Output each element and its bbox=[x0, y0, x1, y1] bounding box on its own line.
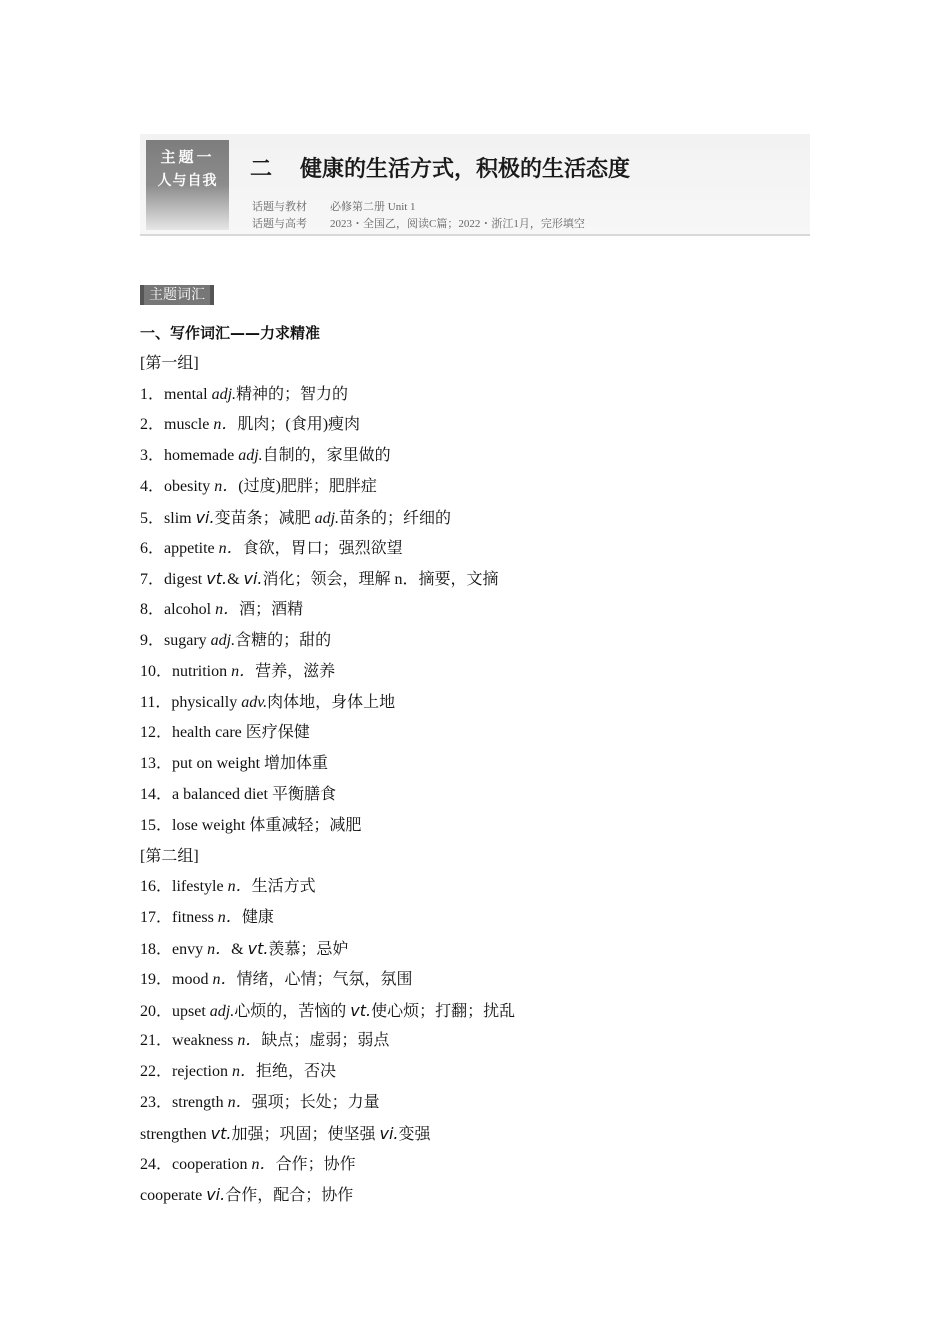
item-word: cooperate bbox=[140, 1187, 207, 1205]
theme-badge-line1: 主题一 bbox=[160, 148, 215, 166]
vocab-item bbox=[140, 595, 820, 626]
item-meaning: 变苗条；减肥 bbox=[214, 509, 315, 527]
item-word: digest bbox=[164, 571, 207, 589]
vocab-item bbox=[140, 441, 820, 472]
item-meaning: & bbox=[227, 571, 244, 589]
vocab-item bbox=[140, 472, 820, 503]
item-number: 3． bbox=[140, 447, 165, 465]
item-pos: n． bbox=[212, 970, 237, 988]
item-pos: adj. bbox=[238, 447, 263, 465]
item-pos: vi. bbox=[379, 1123, 399, 1143]
vocab-item bbox=[140, 718, 820, 749]
info-value: 2023・全国乙，阅读C篇；2022・浙江1月，完形填空 bbox=[330, 218, 585, 230]
vocab-heading: 一、写作词汇——力求精准 bbox=[140, 324, 321, 342]
item-number: 15． bbox=[140, 816, 173, 834]
vocab-item bbox=[140, 903, 820, 934]
item-pos: adj. bbox=[209, 1002, 235, 1020]
item-meaning: 肌肉；(食用)瘦肉 bbox=[237, 416, 361, 434]
item-number: 22． bbox=[140, 1063, 173, 1081]
vocab-item bbox=[140, 1088, 820, 1119]
item-pos: adj. bbox=[314, 509, 340, 527]
item-meaning: (过度)肥胖；肥胖症 bbox=[238, 477, 377, 495]
item-word: cooperation bbox=[172, 1155, 252, 1173]
item-word: appetite bbox=[164, 539, 219, 557]
item-number: 11． bbox=[140, 693, 172, 711]
item-word: fitness bbox=[172, 909, 218, 927]
vocab-item bbox=[140, 380, 820, 411]
item-meaning: 强项；长处；力量 bbox=[251, 1093, 380, 1111]
item-meaning: 平衡膳食 bbox=[271, 785, 336, 803]
item-meaning: 食欲，胃口；强烈欲望 bbox=[242, 539, 403, 557]
vocab-item bbox=[140, 996, 820, 1027]
vocab-item bbox=[140, 1057, 820, 1088]
item-meaning: 酒；酒精 bbox=[239, 601, 304, 619]
item-word: muscle bbox=[164, 416, 214, 434]
item-meaning: 增加体重 bbox=[264, 755, 329, 773]
vocab-item bbox=[140, 534, 820, 565]
info-key: 话题与高考 bbox=[252, 218, 307, 230]
item-number: 4． bbox=[140, 477, 165, 495]
item-number: 16． bbox=[140, 878, 173, 896]
item-word: upset bbox=[172, 1002, 210, 1020]
item-meaning: 精神的；智力的 bbox=[236, 385, 349, 403]
item-pos: vt. bbox=[206, 569, 228, 589]
vocab-item bbox=[140, 503, 820, 534]
item-word: weakness bbox=[172, 1032, 238, 1050]
item-number: 12． bbox=[140, 724, 173, 742]
info-key: 话题与教材 bbox=[252, 201, 307, 213]
item-meaning: 合作，配合；协作 bbox=[225, 1187, 354, 1205]
item-number: 7． bbox=[140, 571, 165, 589]
item-word: a balanced diet bbox=[172, 785, 272, 803]
info-value: 必修第二册 Unit 1 bbox=[330, 201, 416, 213]
item-pos: n． bbox=[231, 662, 256, 680]
vocab-item bbox=[140, 811, 820, 842]
item-pos: n． bbox=[215, 601, 240, 619]
vocab-item bbox=[140, 410, 820, 441]
info-row-textbook bbox=[252, 198, 416, 214]
item-pos: n． bbox=[218, 539, 243, 557]
item-meaning: 肉体地，身体上地 bbox=[267, 693, 396, 711]
item-number: 23． bbox=[140, 1093, 173, 1111]
item-word: sugary bbox=[164, 631, 211, 649]
item-pos: n． bbox=[231, 1063, 256, 1081]
item-pos: vt. bbox=[247, 938, 269, 958]
item-number: 19． bbox=[140, 970, 173, 988]
item-word: physically bbox=[171, 693, 242, 711]
item-meaning: 体重减轻；减肥 bbox=[249, 816, 362, 834]
item-word: strength bbox=[172, 1093, 228, 1111]
item-number: 18． bbox=[140, 940, 173, 958]
item-word: envy bbox=[172, 940, 208, 958]
item-meaning: 情绪，心情；气氛，氛围 bbox=[236, 970, 413, 988]
item-pos: vi. bbox=[206, 1185, 226, 1205]
item-pos: vt. bbox=[210, 1123, 232, 1143]
item-number: 9． bbox=[140, 631, 165, 649]
item-meaning: 含糖的；甜的 bbox=[235, 631, 332, 649]
group-label: [第二组] bbox=[140, 847, 199, 865]
section-title-text: 健康的生活方式，积极的生活态度 bbox=[300, 157, 631, 182]
vocab-item bbox=[140, 749, 820, 780]
item-number: 13． bbox=[140, 755, 173, 773]
item-pos: n． bbox=[214, 477, 239, 495]
item-meaning: 变强 bbox=[398, 1125, 431, 1143]
item-meaning: 羡慕；忌妒 bbox=[268, 940, 349, 958]
item-meaning: 健康 bbox=[241, 909, 274, 927]
item-number: 17． bbox=[140, 909, 173, 927]
item-word: lose weight bbox=[172, 816, 250, 834]
item-meaning: 加强；巩固；使坚强 bbox=[231, 1125, 380, 1143]
vocab-item bbox=[140, 1180, 820, 1211]
item-pos: vt. bbox=[350, 1000, 372, 1020]
item-meaning: 营养，滋养 bbox=[255, 662, 336, 680]
item-number: 5． bbox=[140, 509, 165, 527]
item-pos: n． bbox=[207, 940, 232, 958]
item-number: 6． bbox=[140, 539, 165, 557]
vocab-content bbox=[140, 318, 820, 1211]
item-number: 24． bbox=[140, 1155, 173, 1173]
section-title bbox=[250, 152, 630, 183]
item-meaning: 苗条的；纤细的 bbox=[339, 509, 452, 527]
item-pos: vi. bbox=[195, 507, 215, 527]
item-number: 20． bbox=[140, 1002, 173, 1020]
item-meaning: 缺点；虚弱；弱点 bbox=[261, 1032, 390, 1050]
item-pos: n． bbox=[237, 1032, 262, 1050]
group-label: [第一组] bbox=[140, 354, 199, 372]
item-meaning: 拒绝，否决 bbox=[256, 1063, 337, 1081]
vocab-item bbox=[140, 688, 820, 719]
section-tag: 主题词汇 bbox=[140, 285, 214, 305]
item-word: put on weight bbox=[172, 755, 265, 773]
vocab-item bbox=[140, 564, 820, 595]
vocab-item bbox=[140, 965, 820, 996]
item-meaning: 消化；领会，理解 n．摘要，文摘 bbox=[262, 571, 499, 589]
item-pos: vi. bbox=[243, 569, 263, 589]
item-number: 21． bbox=[140, 1032, 173, 1050]
item-word: homemade bbox=[164, 447, 239, 465]
item-word: strengthen bbox=[140, 1125, 211, 1143]
info-row-exam bbox=[252, 215, 585, 231]
vocab-item bbox=[140, 872, 820, 903]
item-meaning: 心烦的，苦恼的 bbox=[234, 1002, 351, 1020]
vocab-item bbox=[140, 1150, 820, 1181]
theme-badge bbox=[146, 140, 229, 230]
item-number: 1． bbox=[140, 385, 165, 403]
item-word: slim bbox=[164, 509, 196, 527]
item-pos: adj. bbox=[211, 385, 237, 403]
theme-badge-line2: 人与自我 bbox=[157, 173, 218, 189]
item-meaning: 医疗保健 bbox=[245, 724, 310, 742]
vocab-group-2 bbox=[140, 872, 820, 1211]
item-word: mental bbox=[164, 385, 212, 403]
vocab-item bbox=[140, 657, 820, 688]
item-pos: n． bbox=[227, 1093, 252, 1111]
vocab-item bbox=[140, 1026, 820, 1057]
item-word: mood bbox=[172, 970, 213, 988]
vocab-item bbox=[140, 1119, 820, 1150]
item-number: 14． bbox=[140, 785, 173, 803]
item-meaning: & bbox=[231, 940, 248, 958]
vocab-item bbox=[140, 626, 820, 657]
item-word: obesity bbox=[164, 477, 215, 495]
item-number: 8． bbox=[140, 601, 165, 619]
item-pos: n． bbox=[251, 1155, 276, 1173]
vocab-item bbox=[140, 934, 820, 965]
item-meaning: 合作；协作 bbox=[275, 1155, 356, 1173]
item-word: lifestyle bbox=[172, 878, 228, 896]
item-pos: n． bbox=[227, 878, 252, 896]
item-meaning: 自制的，家里做的 bbox=[262, 447, 391, 465]
item-pos: n． bbox=[213, 416, 238, 434]
item-word: rejection bbox=[172, 1063, 232, 1081]
vocab-item bbox=[140, 780, 820, 811]
vocab-group-1 bbox=[140, 380, 820, 842]
item-pos: n． bbox=[217, 909, 242, 927]
item-pos: adv. bbox=[241, 693, 268, 711]
item-number: 10． bbox=[140, 662, 173, 680]
item-pos: adj. bbox=[210, 631, 236, 649]
section-number: 二 bbox=[250, 157, 273, 182]
item-word: alcohol bbox=[164, 601, 216, 619]
item-word: nutrition bbox=[172, 662, 232, 680]
item-number: 2． bbox=[140, 416, 165, 434]
item-meaning: 使心烦；打翻；扰乱 bbox=[371, 1002, 516, 1020]
item-word: health care bbox=[172, 724, 246, 742]
item-meaning: 生活方式 bbox=[251, 878, 316, 896]
